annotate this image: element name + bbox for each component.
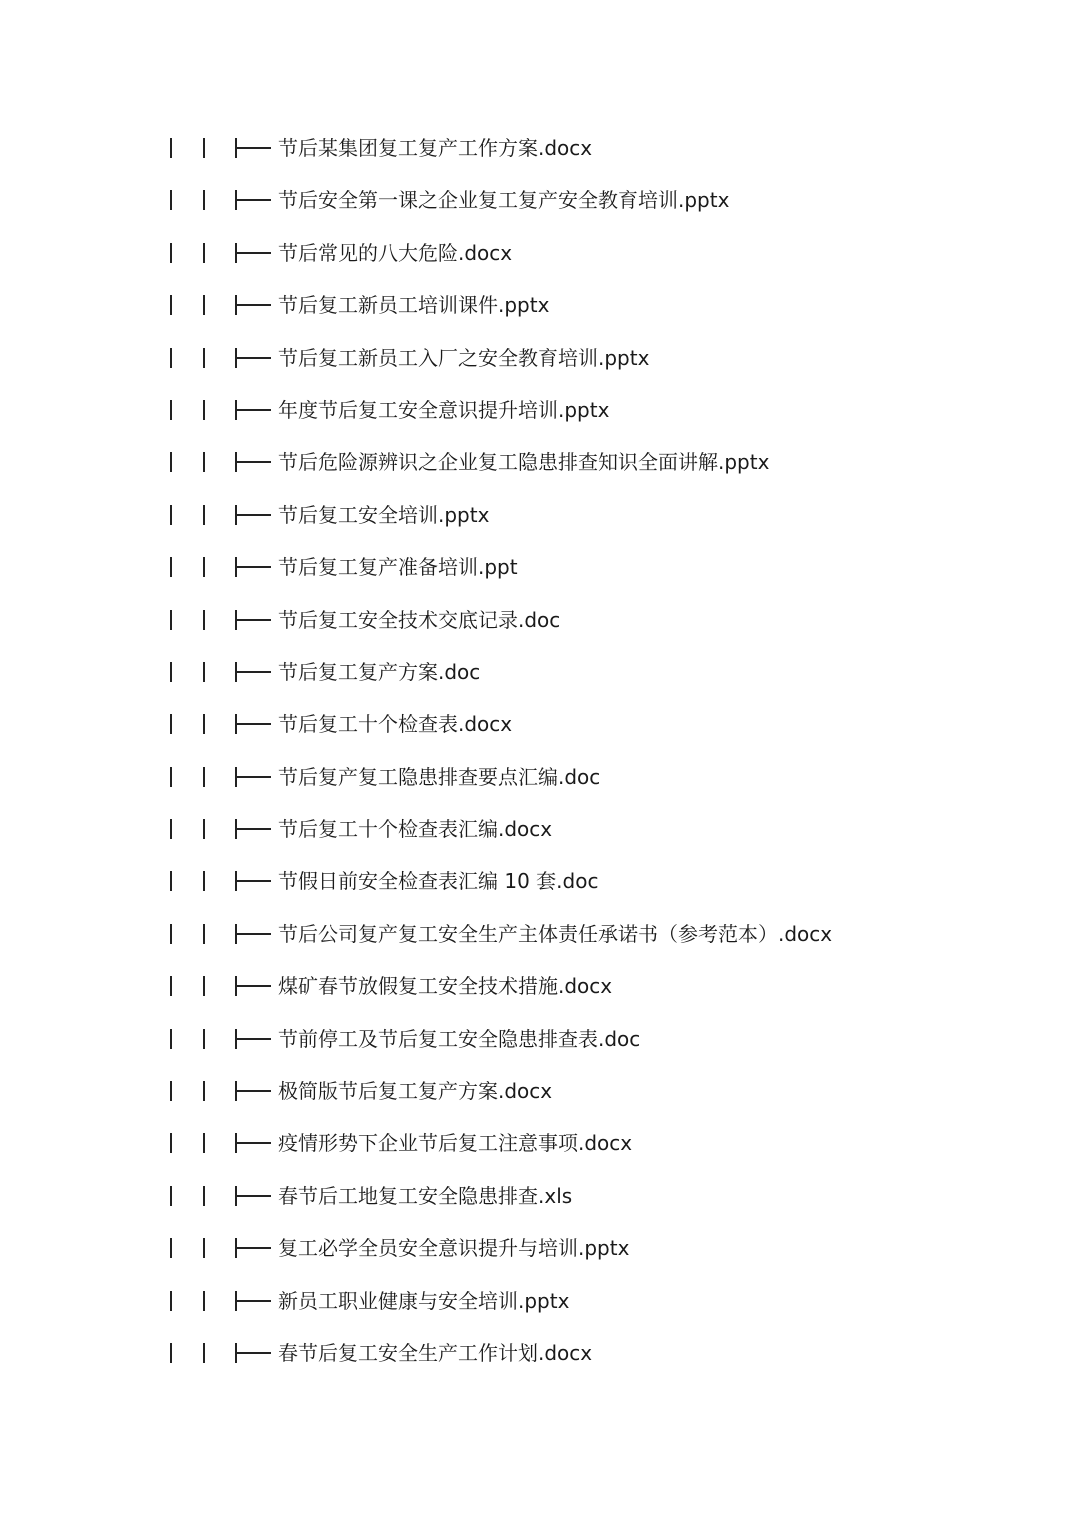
tree-branch-connector	[235, 190, 273, 210]
tree-pipe	[203, 452, 205, 472]
file-name: 节假日前安全检查表汇编 10 套.doc	[278, 869, 599, 894]
tree-branch-connector	[235, 557, 273, 577]
tree-pipe	[170, 610, 172, 630]
tree-row	[0, 1117, 1080, 1169]
file-name: 年度节后复工安全意识提升培训.pptx	[278, 397, 610, 422]
tree-row	[0, 489, 1080, 541]
tree-pipe	[170, 1029, 172, 1049]
tree-pipe	[170, 662, 172, 682]
tree-branch-connector	[235, 1133, 273, 1153]
tree-row	[0, 1275, 1080, 1327]
tree-pipe	[170, 348, 172, 368]
tree-row	[0, 908, 1080, 960]
tree-pipe	[203, 976, 205, 996]
file-name: 煤矿春节放假复工安全技术措施.docx	[278, 974, 613, 999]
tree-branch-connector	[235, 138, 273, 158]
tree-pipe	[203, 1081, 205, 1101]
file-name: 节后复工复产准备培训.ppt	[278, 555, 518, 580]
tree-branch-connector	[235, 1186, 273, 1206]
file-name: 节后公司复产复工安全生产主体责任承诺书（参考范本）.docx	[278, 921, 833, 946]
tree-pipe	[170, 452, 172, 472]
file-name: 节后某集团复工复产工作方案.docx	[278, 136, 593, 160]
tree-pipe	[203, 767, 205, 787]
file-name: 节后常见的八大危险.docx	[278, 240, 513, 265]
tree-row	[0, 803, 1080, 855]
tree-pipe	[170, 1291, 172, 1311]
tree-pipe	[170, 1238, 172, 1258]
tree-pipe	[203, 1029, 205, 1049]
tree-pipe	[170, 819, 172, 839]
tree-row	[0, 1170, 1080, 1222]
tree-pipe	[170, 1186, 172, 1206]
tree-branch-connector	[235, 924, 273, 944]
tree-branch-connector	[235, 295, 273, 315]
file-name: 节后复工新员工培训课件.pptx	[278, 293, 550, 318]
tree-branch-connector	[235, 819, 273, 839]
tree-row	[0, 122, 1080, 174]
tree-pipe	[203, 1343, 205, 1363]
tree-row	[0, 594, 1080, 646]
tree-pipe	[203, 295, 205, 315]
tree-pipe	[203, 400, 205, 420]
file-tree	[0, 122, 1080, 1379]
tree-pipe	[203, 871, 205, 891]
tree-row	[0, 698, 1080, 750]
file-name: 节前停工及节后复工安全隐患排查表.doc	[278, 1026, 641, 1051]
tree-pipe	[203, 610, 205, 630]
tree-branch-connector	[235, 1291, 273, 1311]
file-name: 节后复产复工隐患排查要点汇编.doc	[278, 764, 601, 789]
tree-pipe	[203, 505, 205, 525]
tree-row	[0, 1327, 1080, 1379]
file-name: 极简版节后复工复产方案.docx	[278, 1079, 553, 1104]
tree-row	[0, 384, 1080, 436]
tree-pipe	[170, 976, 172, 996]
tree-branch-connector	[235, 871, 273, 891]
tree-pipe	[203, 557, 205, 577]
tree-branch-connector	[235, 1238, 273, 1258]
tree-pipe	[170, 767, 172, 787]
tree-pipe	[203, 1186, 205, 1206]
tree-branch-connector	[235, 452, 273, 472]
tree-pipe	[203, 138, 205, 158]
tree-row	[0, 332, 1080, 384]
tree-branch-connector	[235, 1081, 273, 1101]
tree-branch-connector	[235, 348, 273, 368]
tree-row	[0, 436, 1080, 488]
tree-branch-connector	[235, 243, 273, 263]
file-name: 节后复工安全技术交底记录.doc	[278, 607, 561, 632]
tree-pipe	[170, 505, 172, 525]
tree-pipe	[170, 243, 172, 263]
tree-pipe	[203, 924, 205, 944]
file-name: 节后安全第一课之企业复工复产安全教育培训.pptx	[278, 188, 730, 213]
file-name: 节后复工十个检查表.docx	[278, 712, 513, 737]
tree-pipe	[170, 1133, 172, 1153]
file-name: 节后复工十个检查表汇编.docx	[278, 817, 553, 842]
file-name: 节后复工新员工入厂之安全教育培训.pptx	[278, 345, 650, 370]
file-name: 节后复工安全培训.pptx	[278, 502, 490, 527]
tree-branch-connector	[235, 505, 273, 525]
tree-pipe	[170, 557, 172, 577]
tree-branch-connector	[235, 1343, 273, 1363]
tree-pipe	[203, 662, 205, 682]
tree-branch-connector	[235, 400, 273, 420]
tree-row	[0, 279, 1080, 331]
tree-row	[0, 960, 1080, 1012]
tree-pipe	[203, 714, 205, 734]
file-name: 疫情形势下企业节后复工注意事项.docx	[278, 1131, 633, 1156]
tree-branch-connector	[235, 714, 273, 734]
tree-pipe	[170, 714, 172, 734]
tree-pipe	[203, 1291, 205, 1311]
file-name: 新员工职业健康与安全培训.pptx	[278, 1288, 570, 1313]
tree-pipe	[170, 190, 172, 210]
tree-pipe	[203, 1133, 205, 1153]
tree-row	[0, 751, 1080, 803]
tree-branch-connector	[235, 767, 273, 787]
tree-branch-connector	[235, 1029, 273, 1049]
tree-row	[0, 646, 1080, 698]
tree-row	[0, 174, 1080, 226]
tree-branch-connector	[235, 662, 273, 682]
tree-pipe	[203, 348, 205, 368]
file-name: 春节后工地复工安全隐患排查.xls	[278, 1183, 573, 1208]
tree-branch-connector	[235, 976, 273, 996]
tree-pipe	[170, 871, 172, 891]
tree-row	[0, 227, 1080, 279]
tree-pipe	[203, 1238, 205, 1258]
tree-pipe	[203, 190, 205, 210]
tree-pipe	[170, 400, 172, 420]
tree-branch-connector	[235, 610, 273, 630]
tree-pipe	[170, 138, 172, 158]
tree-row	[0, 1065, 1080, 1117]
file-name: 节后危险源辨识之企业复工隐患排查知识全面讲解.pptx	[278, 450, 770, 475]
tree-pipe	[170, 1343, 172, 1363]
tree-row	[0, 1013, 1080, 1065]
tree-row	[0, 1222, 1080, 1274]
file-name: 复工必学全员安全意识提升与培训.pptx	[278, 1236, 630, 1261]
tree-pipe	[170, 924, 172, 944]
tree-pipe	[203, 819, 205, 839]
tree-pipe	[170, 295, 172, 315]
tree-pipe	[203, 243, 205, 263]
tree-row	[0, 855, 1080, 907]
tree-pipe	[170, 1081, 172, 1101]
file-name: 节后复工复产方案.doc	[278, 659, 481, 684]
file-name: 春节后复工安全生产工作计划.docx	[278, 1340, 593, 1365]
tree-row	[0, 541, 1080, 593]
